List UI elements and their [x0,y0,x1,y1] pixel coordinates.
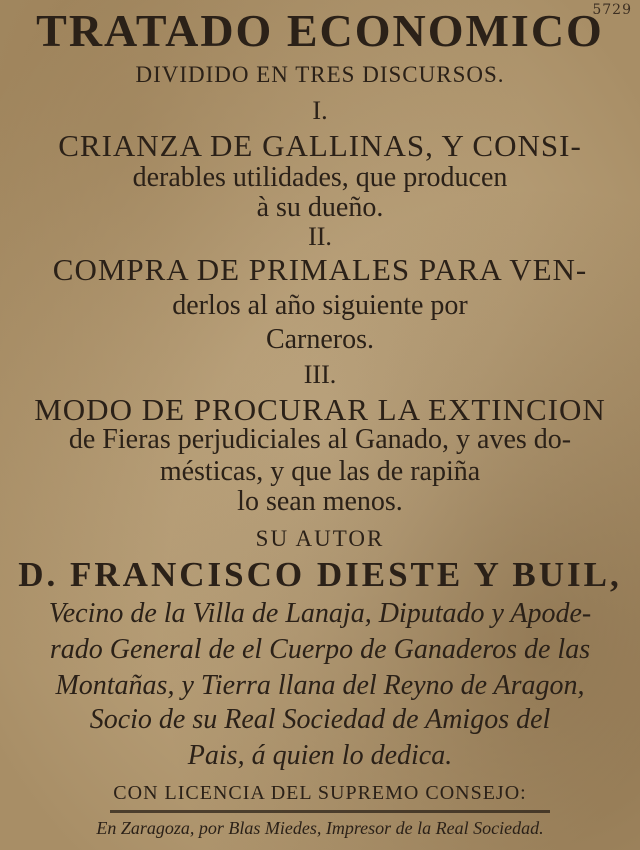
section-1-line-3: à su dueño. [256,192,384,223]
book-title: TRATADO ECONOMICO [36,5,604,56]
author-line-4: Socio de su Real Sociedad de Amigos del [89,704,551,735]
section-numeral-3: III. [303,360,337,389]
library-stamp: 5729 [592,2,632,18]
section-3-line-3: mésticas, y que las de rapiña [159,456,481,487]
author-line-2: rado General de el Cuerpo de Ganaderos de las [49,634,591,665]
section-2-line-1: COMPRA DE PRIMALES PARA VEN- [52,252,588,287]
author-label: SU AUTOR [255,526,385,551]
section-2-line-3: Carneros. [265,324,375,355]
section-3-line-4: lo sean menos. [237,486,403,517]
section-numeral-1: I. [312,96,328,125]
license-notice: CON LICENCIA DEL SUPREMO CONSEJO: [113,782,527,804]
imprint: En Zaragoza, por Blas Miedes, Impresor de la Real Sociedad. [96,818,544,838]
section-numeral-2: II. [308,222,332,251]
section-3-line-1: MODO DE PROCURAR LA EXTINCION [34,392,606,427]
author-name: D. FRANCISCO DIESTE Y BUIL, [18,555,622,594]
author-line-1: Vecino de la Villa de Lanaja, Diputado y Apode- [48,598,592,629]
book-subtitle: DIVIDIDO EN TRES DISCURSOS. [135,62,505,87]
section-2-line-2: derlos al año siguiente por [172,290,468,321]
section-1-line-1: CRIANZA DE GALLINAS, Y CONSI- [58,128,582,163]
section-1-line-2: derables utilidades, que producen [132,162,508,193]
divider-rule [110,810,550,813]
author-line-3: Montañas, y Tierra llana del Reyno de Aragon, [55,670,585,701]
section-3-line-2: de Fieras perjudiciales al Ganado, y aves do- [68,424,572,455]
author-line-5: Pais, á quien lo dedica. [187,740,453,771]
